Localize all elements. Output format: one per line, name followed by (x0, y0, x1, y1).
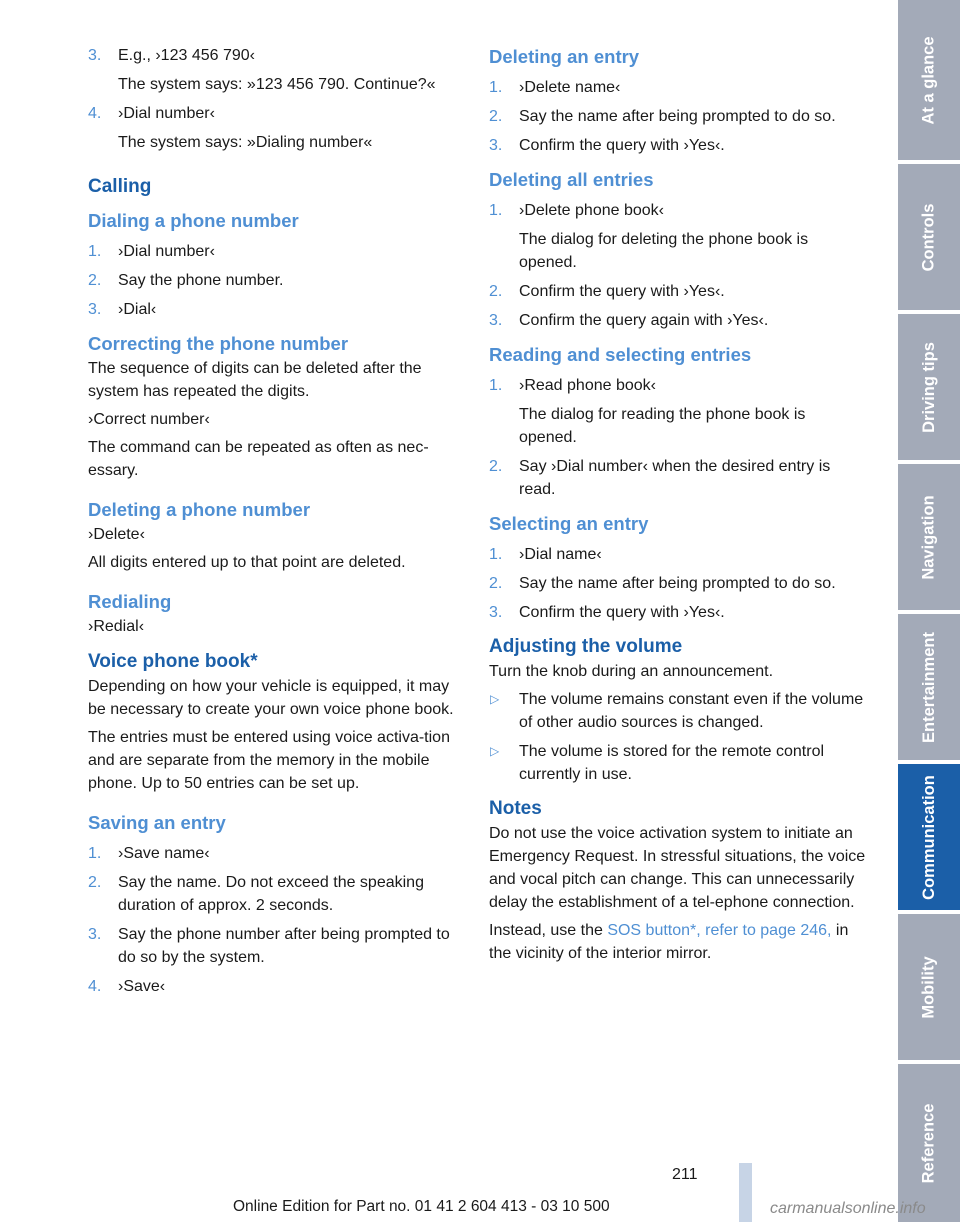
tab-label: Communication (919, 774, 938, 900)
step-text: E.g., ›123 456 790‹ (118, 47, 255, 64)
paragraph: ›Correct number‹ (88, 411, 210, 428)
step-text: Say the name. Do not exceed the speaking duration of approx. 2 seconds. (118, 874, 424, 914)
section-title-notes: Notes (489, 798, 542, 819)
text: in the vicinity of the interior mirror. (489, 922, 849, 962)
text: Instead, use the (489, 922, 608, 939)
tab-driving-tips[interactable] (898, 314, 960, 460)
list-item (489, 105, 867, 128)
tab-reference[interactable] (898, 1064, 960, 1222)
section-title-deleting-all: Deleting all entries (489, 169, 654, 190)
tab-at-a-glance[interactable] (898, 0, 960, 160)
tab-label: Controls (919, 203, 938, 271)
step-text: ›Dial‹ (118, 301, 157, 318)
list-item (88, 298, 466, 321)
list-item (489, 374, 867, 449)
tab-label: Navigation (919, 494, 938, 580)
tab-navigation[interactable] (898, 464, 960, 610)
dialing-steps (88, 240, 466, 321)
step-number: 3. (88, 301, 102, 318)
tab-label: Entertainment (919, 631, 938, 743)
list-item (88, 923, 466, 969)
list-item (88, 269, 466, 292)
step-subtext: The system says: »Dialing number« (118, 134, 373, 151)
step-number: 3. (88, 47, 102, 64)
tab-label: Mobility (919, 955, 938, 1019)
reading-steps (489, 374, 867, 501)
selecting-steps (489, 543, 867, 624)
step-number: 1. (88, 243, 102, 260)
step-number: 2. (88, 272, 102, 289)
step-text: Confirm the query with ›Yes‹. (519, 137, 725, 154)
tab-label: Driving tips (919, 341, 938, 433)
section-title-volume: Adjusting the volume (489, 636, 683, 657)
step-number: 3. (88, 926, 102, 943)
tab-label: At a glance (919, 35, 938, 125)
step-number: 1. (489, 202, 503, 219)
list-item (489, 601, 867, 624)
section-title-saving: Saving an entry (88, 812, 226, 833)
list-item (489, 740, 867, 786)
section-title-redialing: Redialing (88, 591, 172, 612)
paragraph: The sequence of digits can be deleted after the system has repeated the digits. (88, 360, 422, 400)
deleting-entry-steps (489, 76, 867, 157)
paragraph: The command can be repeated as often as nec‐essary. (88, 439, 429, 479)
step-text: Confirm the query with ›Yes‹. (519, 283, 725, 300)
step-number: 1. (489, 546, 503, 563)
step-number: 3. (489, 137, 503, 154)
paragraph: The entries must be entered using voice activa‐tion and are separate from the memory in the mobile phone. Up to 50 entries can be set up. (88, 729, 450, 792)
step-text: ›Save name‹ (118, 845, 210, 862)
step-text: ›Save‹ (118, 978, 166, 995)
step-number: 3. (489, 604, 503, 621)
section-title-calling: Calling (88, 176, 152, 197)
step-subtext: The dialog for reading the phone book is opened. (519, 406, 806, 446)
step-text: ›Dial number‹ (118, 243, 215, 260)
step-number: 2. (489, 575, 503, 592)
step-text: Confirm the query again with ›Yes‹. (519, 312, 769, 329)
tab-entertainment[interactable] (898, 614, 960, 760)
chapter-tabs (898, 0, 960, 1222)
section-title-selecting: Selecting an entry (489, 513, 649, 534)
step-text: Say the name after being prompted to do so. (519, 575, 836, 592)
step-text: ›Dial name‹ (519, 546, 602, 563)
left-column (88, 44, 466, 1008)
paragraph: ›Redial‹ (88, 618, 145, 635)
saving-steps (88, 842, 466, 998)
list-item (88, 871, 466, 917)
bullet-text: The volume remains constant even if the volume of other audio sources is changed. (519, 691, 864, 731)
deleting-all-steps (489, 199, 867, 332)
list-item (489, 76, 867, 99)
list-item (88, 240, 466, 263)
section-title-reading: Reading and selecting entries (489, 344, 752, 365)
page-number: 211 (672, 1166, 698, 1183)
bullet-text: The volume is stored for the remote control currently in use. (519, 743, 825, 783)
volume-bullets (489, 688, 867, 786)
section-title-correcting: Correcting the phone number (88, 333, 349, 354)
list-item (489, 572, 867, 595)
step-number: 2. (489, 458, 503, 475)
step-text: ›Delete phone book‹ (519, 202, 664, 219)
footer-edition: Online Edition for Part no. 01 41 2 604 413 - 03 10 500 (233, 1198, 610, 1215)
paragraph: Depending on how your vehicle is equipped, it may be necessary to create your own voice phone book. (88, 678, 454, 718)
list-item (489, 309, 867, 332)
page-marker-bar (739, 1163, 752, 1222)
list-item (489, 134, 867, 157)
list-item (88, 975, 466, 998)
tab-controls[interactable] (898, 164, 960, 310)
paragraph: Do not use the voice activation system to initiate an Emergency Request. In stressful situations, the voice and vocal pitch can change. This can unnecessarily delay the establishment of a tel‐ephone connection. (489, 825, 866, 911)
intro-steps (88, 44, 466, 154)
step-subtext: The dialog for deleting the phone book is opened. (519, 231, 809, 271)
step-text: Confirm the query with ›Yes‹. (519, 604, 725, 621)
right-column (489, 44, 867, 970)
tab-communication[interactable] (898, 764, 960, 910)
step-text: ›Delete name‹ (519, 79, 621, 96)
paragraph: Turn the knob during an announcement. (489, 663, 774, 680)
section-title-dialing: Dialing a phone number (88, 210, 299, 231)
step-number: 2. (489, 108, 503, 125)
step-number: 2. (489, 283, 503, 300)
step-number: 1. (489, 79, 503, 96)
sos-button-link[interactable]: SOS button*, refer to page 246, (607, 922, 832, 939)
triangle-bullet-icon: ▷ (490, 692, 500, 706)
step-number: 2. (88, 874, 102, 891)
step-text: Say the phone number after being prompted to do so by the system. (118, 926, 450, 966)
tab-mobility[interactable] (898, 914, 960, 1060)
step-text: ›Dial number‹ (118, 105, 215, 122)
paragraph-sos (489, 919, 867, 965)
section-title-voice-book: Voice phone book* (88, 651, 258, 672)
step-number: 4. (88, 978, 102, 995)
triangle-bullet-icon: ▷ (490, 744, 500, 758)
section-title-deleting-entry: Deleting an entry (489, 46, 640, 67)
step-text: Say the phone number. (118, 272, 284, 289)
section-title-deleting-number: Deleting a phone number (88, 499, 311, 520)
step-text: Say ›Dial number‹ when the desired entry is read. (519, 458, 831, 498)
paragraph: All digits entered up to that point are deleted. (88, 554, 406, 571)
step-text: ›Read phone book‹ (519, 377, 656, 394)
step-number: 1. (88, 845, 102, 862)
paragraph: ›Delete‹ (88, 526, 145, 543)
tab-label: Reference (919, 1103, 938, 1183)
list-item (88, 44, 466, 96)
list-item (489, 280, 867, 303)
list-item (88, 102, 466, 154)
list-item (489, 543, 867, 566)
list-item (489, 455, 867, 501)
step-number: 1. (489, 377, 503, 394)
list-item (489, 688, 867, 734)
list-item (88, 842, 466, 865)
step-text: Say the name after being prompted to do so. (519, 108, 836, 125)
watermark: carmanualsonline.info (770, 1200, 926, 1217)
step-subtext: The system says: »123 456 790. Continue?« (118, 76, 436, 93)
step-number: 3. (489, 312, 503, 329)
list-item (489, 199, 867, 274)
step-number: 4. (88, 105, 102, 122)
